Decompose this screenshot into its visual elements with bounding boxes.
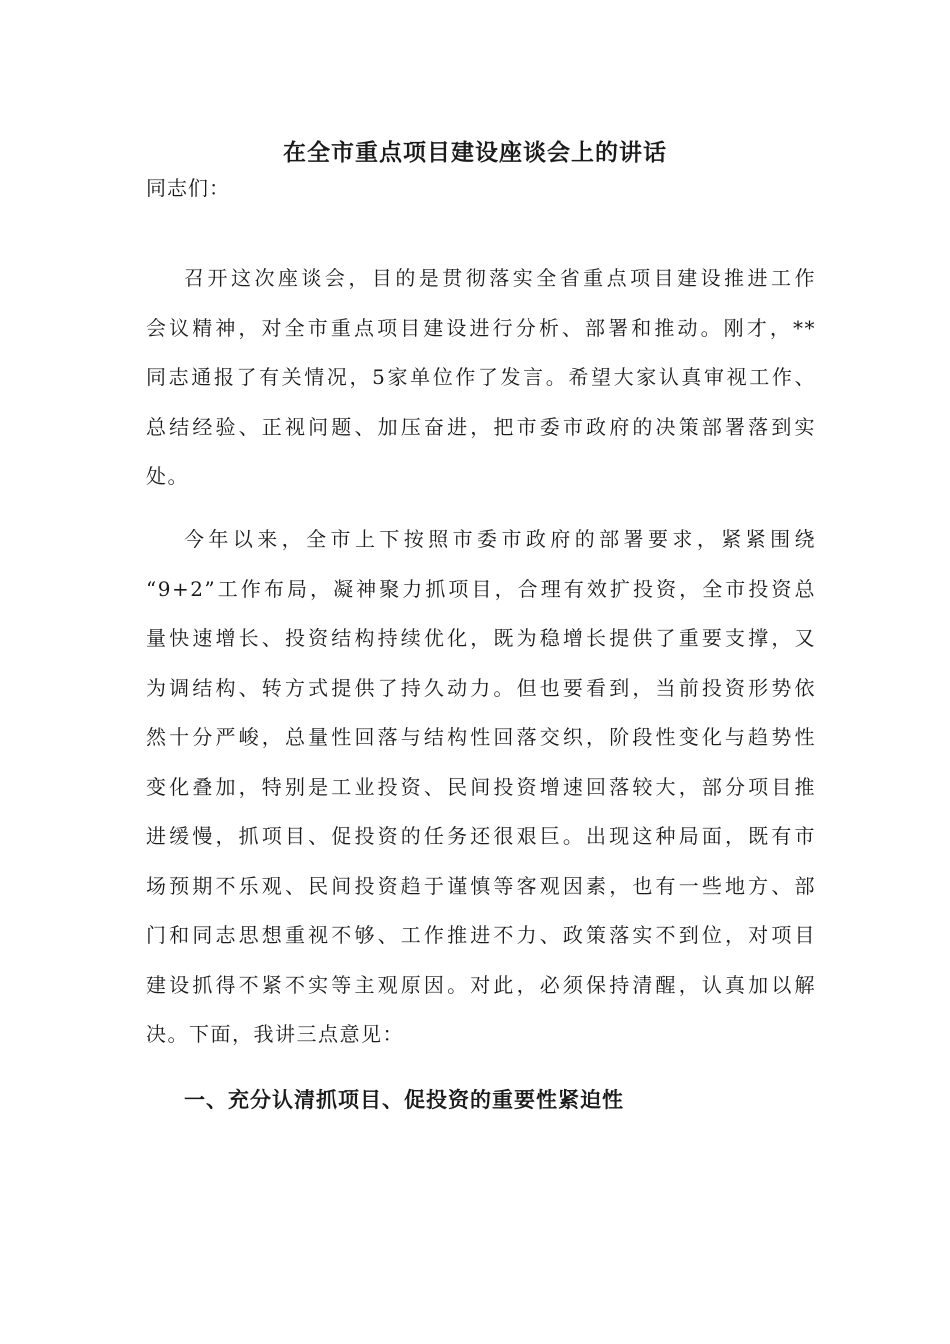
document-title: 在全市重点项目建设座谈会上的讲话 — [283, 139, 667, 166]
paragraph-line: 今年以来，全市上下按照市委市政府的部署要求，紧紧围绕 — [184, 527, 816, 551]
paragraph-opening — [146, 254, 816, 502]
paragraph-line: 处。 — [146, 464, 189, 488]
paragraph-line: 变化叠加，特别是工业投资、民间投资增速回落较大，部分项目推 — [146, 774, 816, 799]
paragraph-line: 进缓慢，抓项目、促投资的任务还很艰巨。出现这种局面，既有市 — [146, 824, 816, 848]
paragraph-line: 召开这次座谈会，目的是贯彻落实全省重点项目建设推进工作 — [184, 266, 816, 290]
paragraph-situation — [146, 515, 816, 1060]
paragraph-line: 然十分严峻，总量性回落与结构性回落交织，阶段性变化与趋势性 — [146, 725, 816, 749]
paragraph-line: 决。下面，我讲三点意见： — [146, 1022, 404, 1046]
paragraph-line: 量快速增长、投资结构持续优化，既为稳增长提供了重要支撑，又 — [146, 626, 816, 650]
paragraph-line: 为调结构、转方式提供了持久动力。但也要看到，当前投资形势依 — [146, 675, 816, 700]
paragraph-line: 总结经验、正视问题、加压奋进，把市委市政府的决策部署落到实 — [146, 414, 816, 439]
paragraph-line: 会议精神，对全市重点项目建设进行分析、部署和推动。刚才，** — [146, 315, 816, 340]
paragraph-line: 场预期不乐观、民间投资趋于谨慎等客观因素，也有一些地方、部 — [146, 873, 816, 898]
salutation: 同志们： — [146, 176, 230, 200]
paragraph-line: 门和同志思想重视不够、工作推进不力、政策落实不到位，对项目 — [146, 923, 816, 947]
paragraph-line: 同志通报了有关情况，5家单位作了发言。希望大家认真审视工作、 — [146, 365, 816, 389]
paragraph-line: 建设抓得不紧不实等主观原因。对此，必须保持清醒，认真加以解 — [146, 972, 816, 997]
section-heading: 一、充分认清抓项目、促投资的重要性紧迫性 — [184, 1087, 624, 1112]
paragraph-line: “9+2”工作布局，凝神聚力抓项目，合理有效扩投资，全市投资总 — [146, 576, 816, 601]
